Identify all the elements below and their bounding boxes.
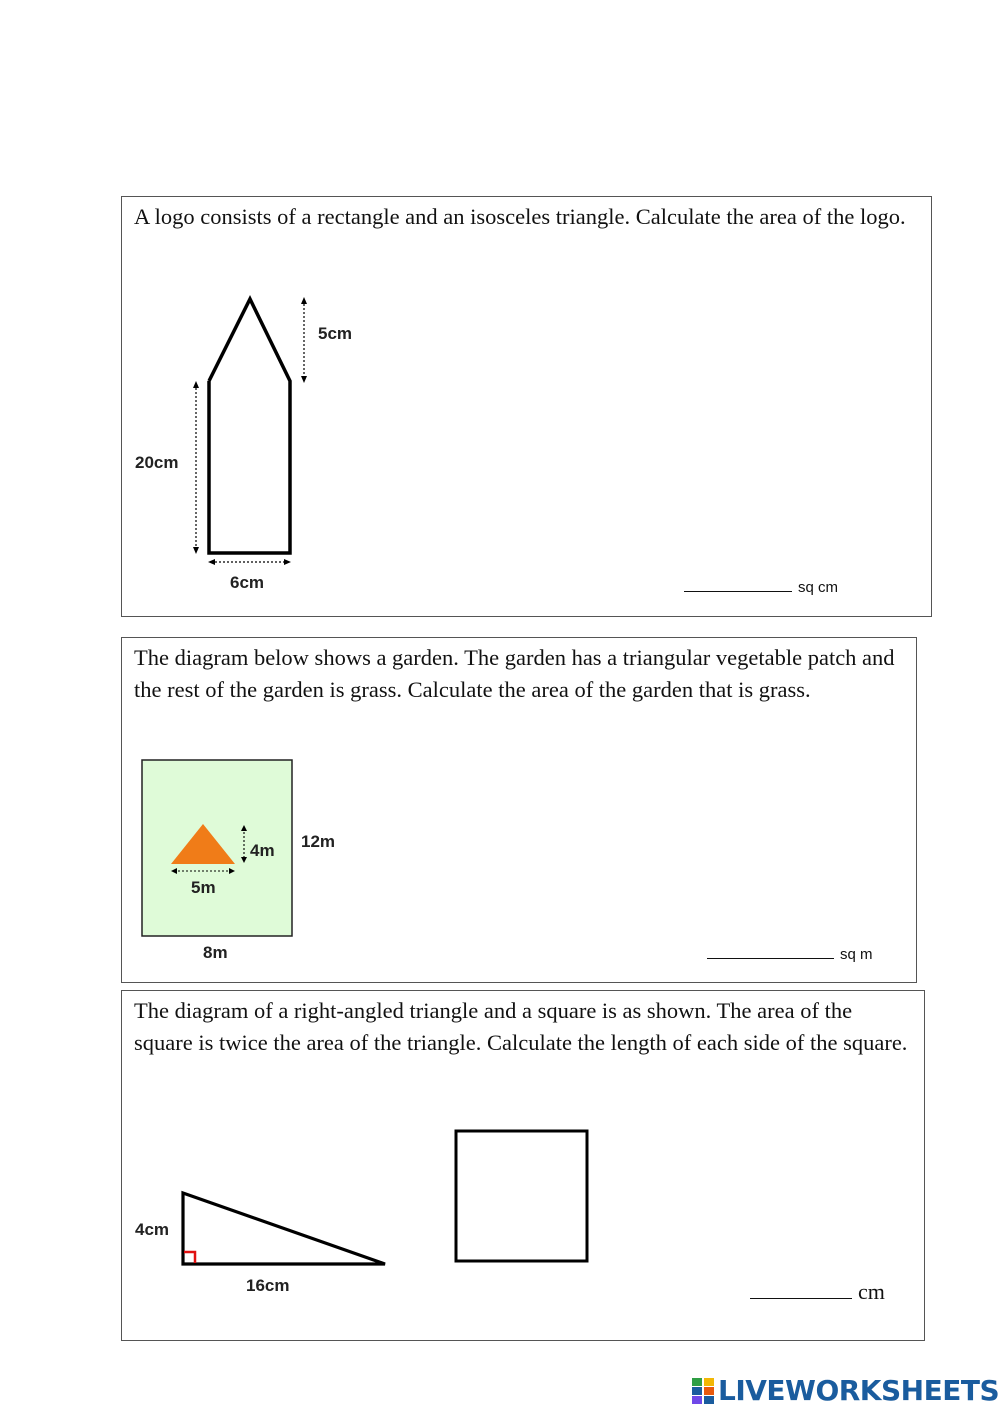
garden-diagram (122, 638, 362, 978)
triangle-height-arrow (301, 297, 307, 383)
answer-2-blank[interactable] (707, 957, 834, 959)
label-6cm: 6cm (230, 573, 265, 592)
answer-1 (684, 579, 838, 596)
logo-diagram (122, 197, 382, 592)
rect-height-arrow (193, 381, 199, 554)
brand-name: LIVEWORKSHEETS (718, 1374, 1000, 1407)
brand-icon (692, 1378, 714, 1404)
answer-2-unit: sq m (840, 946, 873, 963)
triangle-square-diagram (122, 991, 612, 1331)
question-3-box (121, 990, 925, 1341)
question-3-text: The diagram of a right-angled triangle and a square is as shown. The area of the square is twice the area of the triangle. Calculate the length of each side of the square. (134, 998, 908, 1055)
question-1-text: A logo consists of a rectangle and an isosceles triangle. Calculate the area of the logo. (134, 204, 906, 229)
answer-3-unit: cm (858, 1279, 885, 1304)
right-triangle (183, 1193, 385, 1264)
label-20cm: 20cm (135, 453, 179, 472)
label-8m: 8m (203, 943, 228, 962)
answer-2 (707, 946, 873, 963)
label-16cm: 16cm (246, 1276, 290, 1295)
question-2-text: The diagram below shows a garden. The garden has a triangular vegetable patch and the rest of the garden is grass. Calculate the area of the garden that is grass. (134, 645, 895, 702)
square (456, 1131, 587, 1261)
answer-1-blank[interactable] (684, 590, 792, 592)
answer-3 (750, 1279, 885, 1305)
right-angle-marker (184, 1252, 195, 1263)
label-5cm: 5cm (318, 324, 353, 343)
label-4cm: 4cm (135, 1220, 170, 1239)
answer-1-unit: sq cm (798, 579, 839, 596)
liveworksheets-logo (692, 1374, 999, 1407)
label-4m: 4m (250, 841, 275, 860)
answer-3-blank[interactable] (750, 1297, 852, 1299)
label-5m: 5m (191, 878, 216, 897)
logo-outline (209, 299, 290, 553)
question-2-box (121, 637, 917, 983)
question-1-box (121, 196, 932, 617)
label-12m: 12m (301, 832, 336, 851)
rect-width-arrow (208, 559, 291, 565)
